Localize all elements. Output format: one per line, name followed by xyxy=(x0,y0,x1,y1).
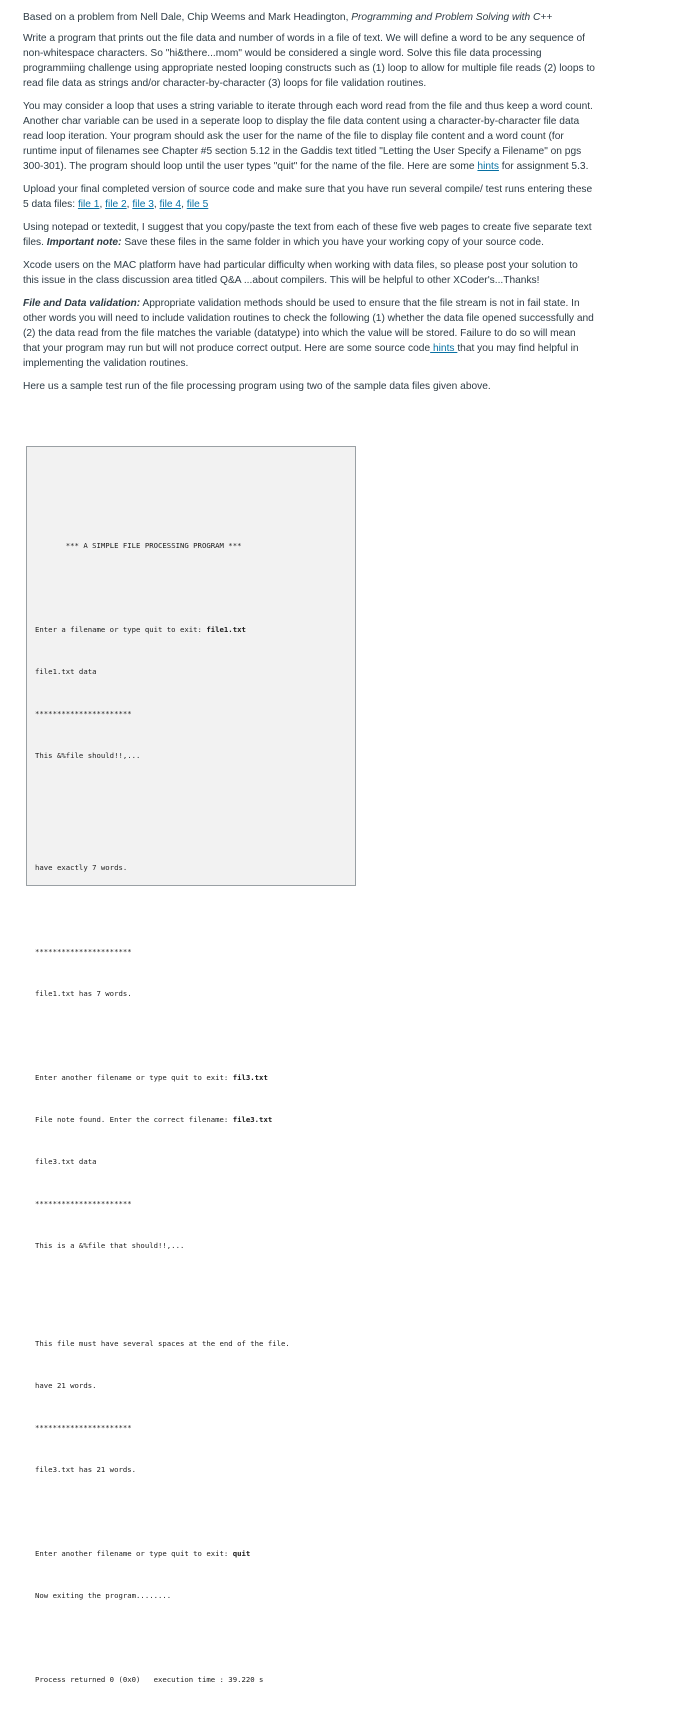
paragraph-notepad: Using notepad or textedit, I suggest that you copy/paste the text from each of these five web pages to create five separate text files. Important note: Save these files in the same folder in which you have your working copy of your source code. xyxy=(23,222,592,248)
paragraph-approach: You may consider a loop that uses a string variable to iterate through each word read from the file and thus keep a word count. Another char variable can be used in a seperate loop to display the file data content using a character-by-character file data read loop iteration. Your program should ask the user for the name of the file to display file content and a word count (for runtime input of filenames see Chapter #5 section 5.12 in the Gaddis text titled "Letting the User Specify a Filename" on pgs 300-301). The program should loop until the user types "quit" for the name of the file. Here are some hints for assignment 5.3. xyxy=(23,101,593,172)
paragraph-problem: Write a program that prints out the file data and number of words in a file of text. We will define a word to be any sequence of non-whitespace characters. So "hi&there...mom" would be considered a single word. Solve this file data processing programmiing challenge using appropriate nested looping constructs such as (1) loop to allow for multiple file reads (2) loops to read file data as strings and/or character-by-character (3) loops for file validation routines. xyxy=(23,33,595,89)
console-line: ********************** xyxy=(35,1423,132,1432)
file-1-link[interactable]: file 1 xyxy=(77,199,100,210)
hints-link[interactable]: hints xyxy=(477,161,499,172)
console-line: Enter a filename or type quit to exit: file1.txt xyxy=(35,625,246,634)
file-2-link[interactable]: file 2 xyxy=(105,199,127,210)
paragraph-validation: File and Data validation: Appropriate validation methods should be used to ensure that the file stream is not in fail state. In other words you will need to include validation routines to check the following (1) whether the data file opened successfully and (2) the data read from the file matches the variable (datatype) into which the value will be stored. Failure to do so will mean that your program may run but will not produce correct output. Here are some source code hints that you may find helpful in implementing the validation routines. xyxy=(23,298,594,369)
paragraph-sample-intro: Here us a sample test run of the file processing program using two of the sample data files given above. xyxy=(23,381,491,392)
assignment-content xyxy=(23,10,595,402)
file-5-link[interactable]: file 5 xyxy=(186,199,209,210)
console-line: file1.txt data xyxy=(35,667,97,676)
console-line: file3.txt has 21 words. xyxy=(35,1465,137,1474)
console-line: Enter another filename or type quit to exit: fil3.txt xyxy=(35,1073,268,1082)
console-line: ********************** xyxy=(35,1199,132,1208)
console-output xyxy=(35,469,290,1715)
source-hints-link[interactable]: hints xyxy=(430,343,458,354)
console-line: ********************** xyxy=(35,709,132,718)
paragraph-xcode: Xcode users on the MAC platform have had particular difficulty when working with data files, so please post your solution to this issue in the class discussion area titled Q&A ...about compilers. This will be helpful to other XCoder's...Thanks! xyxy=(23,260,578,286)
console-line: Process returned 0 (0x0) execution time : 39.220 s xyxy=(35,1675,264,1684)
console-line: have 21 words. xyxy=(35,1381,97,1390)
console-line: This &%file should!!,... xyxy=(35,751,141,760)
source-attribution: Based on a problem from Nell Dale, Chip Weems and Mark Headington, Programming and Problem Solving with C++ xyxy=(23,12,553,23)
console-line: have exactly 7 words. xyxy=(35,863,128,872)
console-line: This file must have several spaces at the end of the file. xyxy=(35,1339,290,1348)
validation-label: File and Data validation: xyxy=(23,298,141,309)
console-line: file1.txt has 7 words. xyxy=(35,989,132,998)
paragraph-upload: Upload your final completed version of source code and make sure that you have run several compile/ test runs entering these 5 data files: file 1, file 2, file 3, file 4, file 5 xyxy=(23,184,593,210)
console-line: This is a &%file that should!!,... xyxy=(35,1241,185,1250)
file-3-link[interactable]: file 3 xyxy=(132,199,154,210)
console-line: Now exiting the program........ xyxy=(35,1591,172,1600)
file-4-link[interactable]: file 4 xyxy=(159,199,182,210)
console-title: *** A SIMPLE FILE PROCESSING PROGRAM *** xyxy=(65,541,242,550)
sample-run-console xyxy=(26,446,356,1684)
console-line: file3.txt data xyxy=(35,1157,97,1166)
console-line: File note found. Enter the correct filename: file3.txt xyxy=(35,1115,273,1124)
book-title: Programming and Problem Solving with C++ xyxy=(351,12,553,23)
console-line: Enter another filename or type quit to exit: quit xyxy=(35,1549,251,1558)
important-note-label: Important note: xyxy=(46,237,122,248)
console-line: ********************** xyxy=(35,947,132,956)
